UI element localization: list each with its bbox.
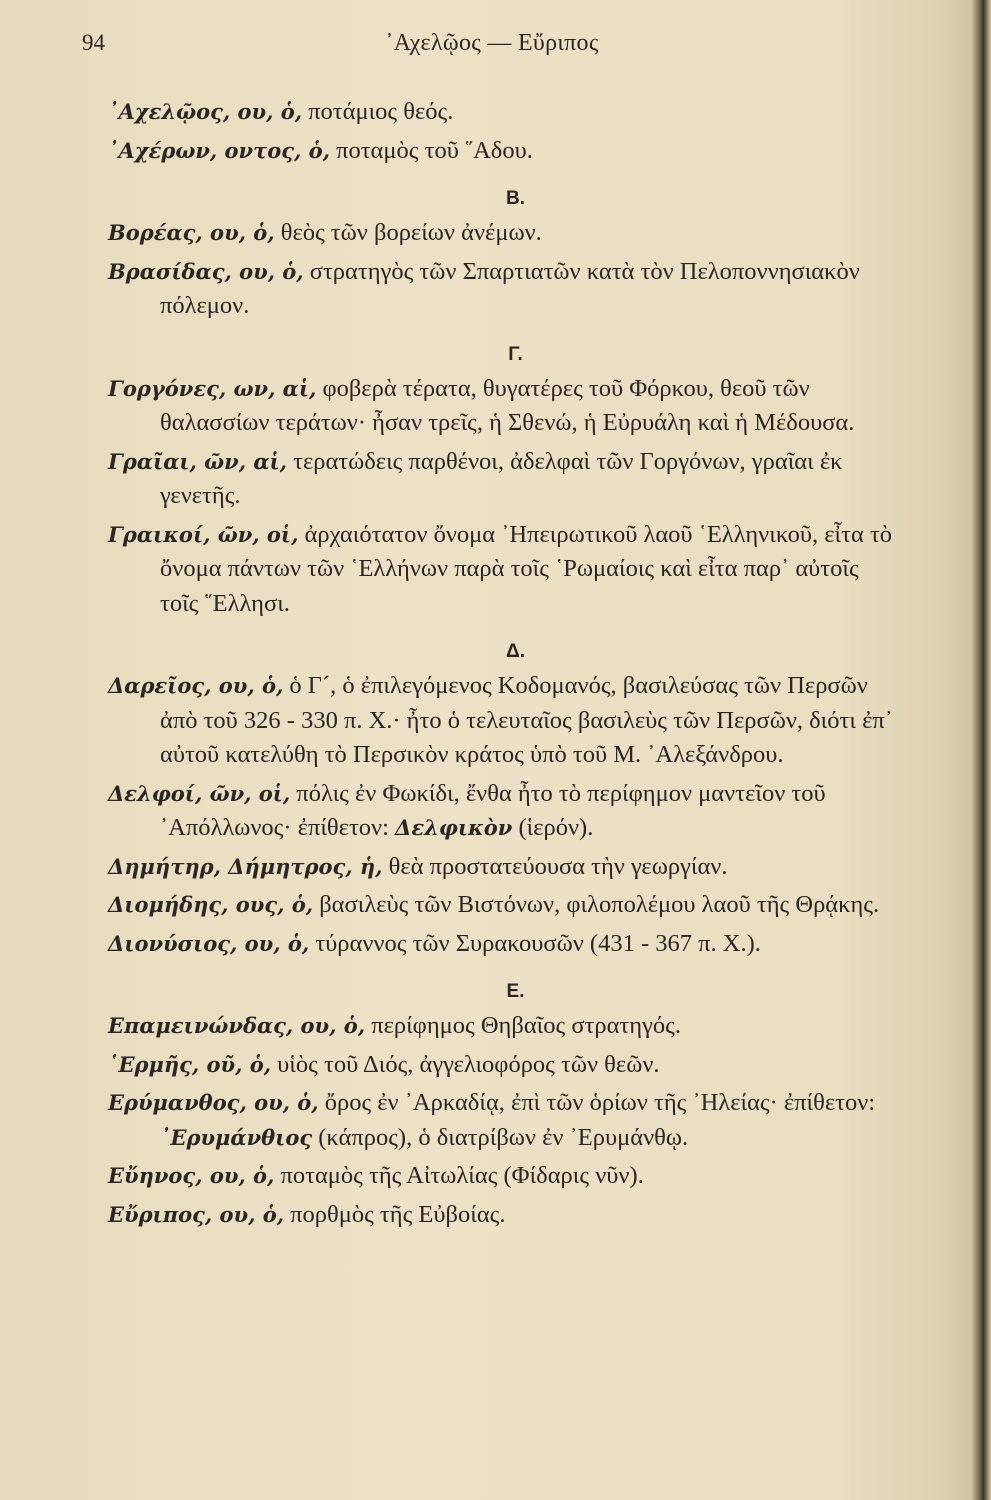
entry-headword: Δημήτηρ, Δήμητρος, ἡ, — [108, 853, 383, 879]
letter-section — [0, 635, 991, 961]
entry-definition: θεὸς τῶν βορείων ἀνέμων. — [280, 219, 542, 246]
entry-definition: ποταμὸς τοῦ ῞Αδου. — [336, 136, 533, 164]
entry-headword: ᾿Αχελῷος, ου, ὁ, — [108, 99, 303, 124]
section-letter: Β. — [506, 188, 525, 209]
entry-definition: ὁ Γ´, ὁ ἐπιλεγόμενος Κοδομανός, βασιλεύσας τῶν Περσῶν ἀπὸ τοῦ 326 - 330 π. Χ.· ἦτο ὁ τελευταῖος βασιλεὺς τῶν Περσῶν, διότι ἐπ᾿ αὐτοῦ κατελύθη τὸ Περσικὸν κράτος ὑπὸ τοῦ Μ. ᾿Αλεξάνδρου. — [160, 672, 893, 768]
entry-headword: ᾿Αχέρων, οντος, ὁ, — [108, 137, 330, 163]
entry-headword: Γραικοί, ῶν, οἱ, — [108, 521, 299, 547]
entry-definition: ὄρος ἐν ᾿Αρκαδίᾳ, ἐπὶ τῶν ὁρίων τῆς ᾿Ηλείας· ἐπίθετον: — [324, 1089, 876, 1116]
entry-definition-tail: (ἱερόν). — [518, 814, 594, 841]
dictionary-entry — [0, 1048, 903, 1083]
dictionary-entry — [0, 134, 903, 169]
dictionary-entry — [0, 777, 903, 846]
letter-section — [0, 975, 991, 1232]
entry-headword: Βρασίδας, ου, ὁ, — [108, 258, 304, 284]
dictionary-entry — [0, 927, 903, 962]
entry-headword: Γραῖαι, ῶν, αἱ, — [108, 448, 287, 474]
dictionary-entry — [0, 1009, 903, 1044]
dictionary-content — [0, 95, 991, 1236]
section-letter: Δ. — [506, 641, 525, 662]
entry-headword: Επαμεινώνδας, ου, ὁ, — [108, 1013, 366, 1038]
dictionary-entry — [0, 669, 903, 773]
page-number: 94 — [82, 30, 105, 55]
entry-definition: τερατώδεις παρθένοι, ἀδελφαὶ τῶν Γοργόνων, γραῖαι ἐκ γενετῆς. — [160, 447, 843, 509]
dictionary-entry — [0, 888, 903, 923]
dictionary-entry — [0, 1159, 903, 1194]
entry-definition: ποταμὸς τῆς Αἰτωλίας (Φίδαρις νῦν). — [280, 1162, 644, 1189]
entry-definition: ἀρχαιότατον ὄνομα ᾿Ηπειρωτικοῦ λαοῦ ῾Ελληνικοῦ, εἶτα τὸ ὄνομα πάντων τῶν ῾Ελλήνων παρὰ τοῖς ῾Ρωμαίοις καὶ εἶτα παρ᾿ αὐτοῖς τοῖς ῞Ελλησι. — [160, 520, 893, 617]
entry-headword: Δελφοί, ῶν, οἱ, — [108, 780, 291, 806]
letter-section — [0, 95, 991, 168]
entry-headword: Διονύσιος, ου, ὁ, — [108, 930, 310, 956]
entry-headword: Διομήδης, ους, ὁ, — [108, 892, 314, 917]
dictionary-entry — [0, 1086, 903, 1155]
dictionary-entry — [0, 372, 903, 441]
dictionary-entry — [0, 95, 903, 130]
section-letter: Ε. — [506, 981, 525, 1002]
entry-headword: Γοργόνες, ων, αἱ, — [108, 375, 317, 401]
entry-definition: πόλις ἐν Φωκίδι, ἔνθα ἦτο τὸ περίφημον μαντεῖον τοῦ ᾿Απόλλωνος· ἐπίθετον: — [160, 779, 826, 841]
entry-headword: Εὔριπος, ου, ὁ, — [108, 1201, 285, 1227]
entry-definition: φοβερὰ τέρατα, θυγατέρες τοῦ Φόρκου, θεοῦ τῶν θαλασσίων τεράτων· ἦσαν τρεῖς, ἡ Σθενώ, ἡ Εὐρυάλη καὶ ἡ Μέδουσα. — [160, 374, 855, 436]
letter-section — [0, 182, 991, 324]
entry-headword: ῾Ερμῆς, οῦ, ὁ, — [108, 1051, 272, 1077]
entry-definition: περίφημος Θηβαῖος στρατηγός. — [371, 1012, 681, 1039]
entry-headword: Ερύμανθος, ου, ὁ, — [108, 1090, 319, 1115]
dictionary-entry — [0, 216, 903, 251]
entry-headword: Εὔηνος, ου, ὁ, — [108, 1163, 275, 1188]
entry-definition: τύραννος τῶν Συρακουσῶν (431 - 367 π. Χ.). — [315, 929, 761, 957]
entry-headword: Βορέας, ου, ὁ, — [108, 220, 275, 245]
entry-definition: υἱὸς τοῦ Διός, ἀγγελιοφόρος τῶν θεῶν. — [277, 1050, 660, 1078]
dictionary-entry — [0, 1198, 903, 1233]
entry-definition: στρατηγὸς τῶν Σπαρτιατῶν κατὰ τὸν Πελοποννησιακὸν πόλεμον. — [160, 257, 860, 319]
entry-definition-tail: (κάπρος), ὁ διατρίβων ἐν ᾿Ερυμάνθῳ. — [318, 1123, 689, 1151]
dictionary-entry — [0, 445, 903, 514]
entry-derived-term: ᾿Ερυμάνθιος — [160, 1124, 313, 1150]
entry-headword: Δαρεῖος, ου, ὁ, — [108, 673, 284, 698]
entry-definition: βασιλεὺς τῶν Βιστόνων, φιλοπολέμου λαοῦ τῆς Θρᾴκης. — [319, 891, 880, 918]
dictionary-entry — [0, 518, 903, 622]
letter-section — [0, 338, 991, 622]
dictionary-entry — [0, 850, 903, 885]
dictionary-entry — [0, 255, 903, 324]
entry-derived-term: Δελφικὸν — [395, 815, 513, 840]
section-letter: Γ. — [508, 343, 523, 365]
running-title: ᾿Αχελῷος — Εὔριπος — [385, 30, 599, 56]
entry-definition: θεὰ προστατεύουσα τὴν γεωργίαν. — [388, 852, 728, 880]
page-header — [82, 30, 902, 70]
entry-definition: ποτάμιος θεός. — [308, 98, 454, 125]
entry-definition: πορθμὸς τῆς Εὐβοίας. — [290, 1200, 506, 1228]
